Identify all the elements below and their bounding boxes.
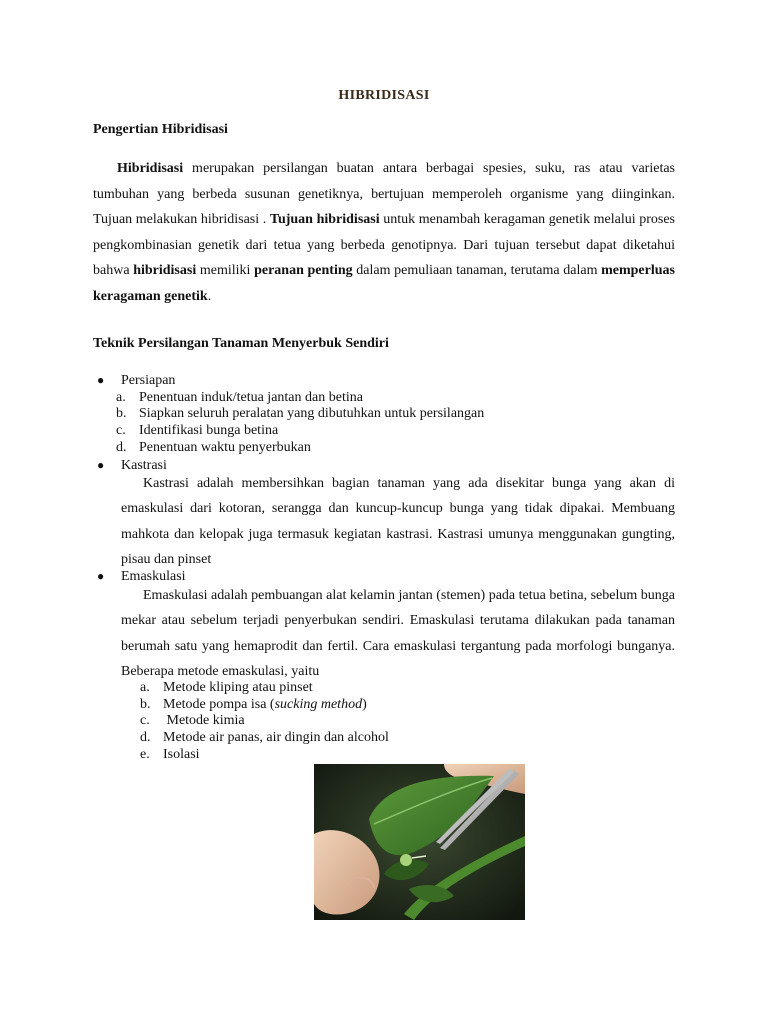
paragraph-kastrasi xyxy=(121,471,675,573)
list-text: Metode air panas, air dingin dan alcohol xyxy=(163,730,389,745)
bold-term: memperluas keragaman genetik xyxy=(93,263,675,304)
bullet-label: Emaskulasi xyxy=(121,569,186,584)
text-run: ) xyxy=(362,697,367,712)
list-marker: d. xyxy=(140,730,151,745)
list-marker: e. xyxy=(140,747,150,762)
bullet-label: Persiapan xyxy=(121,373,176,388)
text-run: untuk menambah keragaman genetik melalui proses pengkombinasian genetik dari tetua yang berbeda genotipnya. Dari tujuan tersebut dapat diketahui bahwa xyxy=(93,212,675,278)
italic-term: sucking method xyxy=(274,697,363,712)
list-marker: b. xyxy=(116,406,127,421)
list-text: Metode kliping atau pinset xyxy=(163,680,313,695)
emasculation-illustration xyxy=(314,764,525,920)
bold-term: hibridisasi xyxy=(133,263,197,278)
list-text: Siapkan seluruh peralatan yang dibutuhkan untuk persilangan xyxy=(139,406,485,421)
paragraph-emaskulasi xyxy=(121,583,675,685)
list-text: Isolasi xyxy=(163,747,200,762)
bullet-icon: ● xyxy=(97,373,105,387)
bold-term: peranan penting xyxy=(254,263,353,278)
list-text: Identifikasi bunga betina xyxy=(139,423,279,438)
section-heading-teknik: Teknik Persilangan Tanaman Menyerbuk Sendiri xyxy=(93,336,389,351)
text-run: Metode pompa isa ( xyxy=(163,697,275,712)
list-text: Penentuan waktu penyerbukan xyxy=(139,440,311,455)
document-title: HIBRIDISASI xyxy=(338,88,430,103)
text-run: . xyxy=(207,288,212,304)
list-marker: a. xyxy=(116,390,126,405)
list-marker: d. xyxy=(116,440,127,455)
bold-term: Hibridisasi xyxy=(117,161,184,176)
paragraph-pengertian xyxy=(93,156,675,309)
list-text: Penentuan induk/tetua jantan dan betina xyxy=(139,390,363,405)
text-run: Kastrasi adalah membersihkan bagian tanaman yang ada disekitar bunga yang akan di emaskulasi dari kotoran, serangga dan kuncup-kuncup bunga yang tidak dipakai. Membuang mahkota dan kelopak juga termasuk kegiatan kastrasi. Kastrasi umunya menggunakan gungting, pisau dan pinset xyxy=(121,476,675,568)
list-marker: b. xyxy=(140,697,151,712)
list-text: Metode kimia xyxy=(163,713,245,728)
text-run: memiliki xyxy=(196,263,255,278)
list-marker: a. xyxy=(140,680,150,695)
bullet-label: Kastrasi xyxy=(121,458,167,473)
text-run: Emaskulasi adalah pembuangan alat kelamin jantan (stemen) pada tetua betina, sebelum bunga mekar atau sebelum terjadi penyerbukan sendiri. Emaskulasi terutama dilakukan pada tanaman berumah satu yang hemaprodit dan fertil. Cara emaskulasi tergantung pada morfologi bunganya. Beberapa metode emaskulasi, yaitu xyxy=(121,588,675,680)
text-run: dalam pemuliaan tanaman, terutama dalam xyxy=(352,263,602,278)
section-heading-pengertian: Pengertian Hibridisasi xyxy=(93,122,228,137)
bullet-icon: ● xyxy=(97,458,105,472)
list-text xyxy=(163,697,367,713)
list-marker: c. xyxy=(116,423,126,438)
emasculation-photo xyxy=(314,764,525,920)
list-marker: c. xyxy=(140,713,150,728)
bullet-icon: ● xyxy=(97,569,105,583)
text-run: merupakan persilangan buatan antara berbagai spesies, suku, ras atau varietas tumbuhan yang berbeda susunan genetiknya, bertujuan memperoleh organisme yang diinginkan. Tujuan melakukan hibridisasi . xyxy=(93,161,675,227)
bold-term: Tujuan hibridisasi xyxy=(269,212,380,227)
